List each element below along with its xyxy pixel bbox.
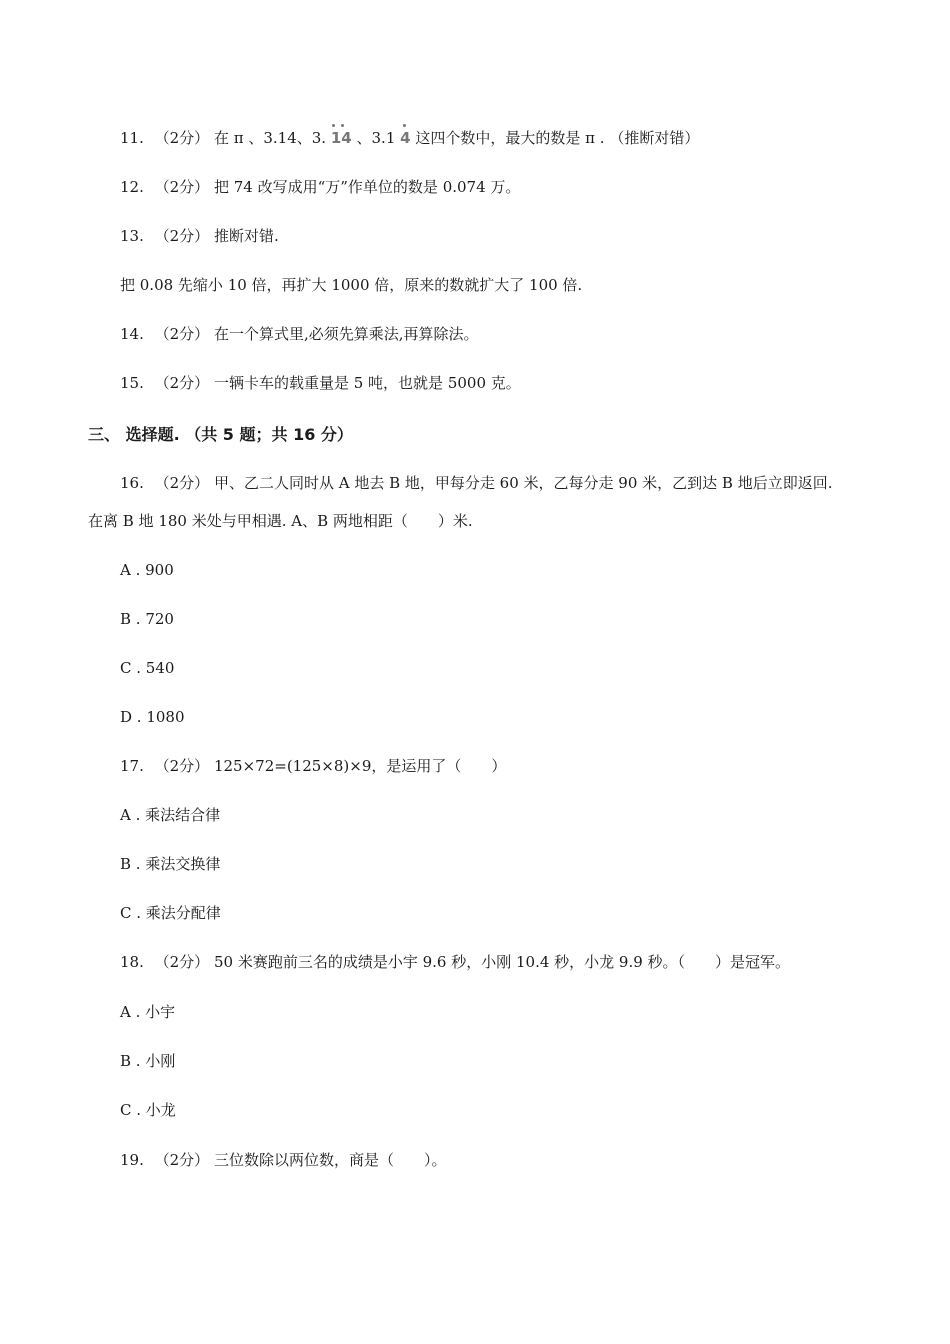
question-number: 13. <box>120 227 144 245</box>
option-a[interactable]: A . 900 <box>120 561 174 579</box>
question-text: 一辆卡车的载重量是 5 吨，也就是 5000 克。 <box>213 374 521 392</box>
section-heading: 三、 选择题. （共 5 题；共 16 分） <box>88 425 353 444</box>
question-score: （2分） <box>154 1151 210 1169</box>
question-score: （2分） <box>154 227 210 245</box>
question-number: 16. <box>120 474 144 492</box>
question-13-statement: 把 0.08 先缩小 10 倍，再扩大 1000 倍，原来的数就扩大了 100 倍. <box>120 276 583 294</box>
question-text: 在 π 、3.14、3. <box>213 129 327 147</box>
question-score: （2分） <box>154 953 210 971</box>
option-c[interactable]: C . 540 <box>120 659 175 677</box>
question-16-continued: 在离 B 地 180 米处与甲相遇. A、B 两地相距（ ）米. <box>88 512 473 530</box>
option-a[interactable]: A . 小宇 <box>120 1003 176 1021</box>
question-text: 在一个算式里,必须先算乘法,再算除法。 <box>213 325 479 343</box>
question-14 <box>120 324 479 344</box>
question-16 <box>120 473 832 493</box>
question-11 <box>120 128 699 148</box>
question-hint: （推断对错） <box>609 129 700 147</box>
question-score: （2分） <box>154 129 210 147</box>
option-c[interactable]: C . 小龙 <box>120 1101 176 1119</box>
option-b[interactable]: B . 720 <box>120 610 174 628</box>
repeating-decimal-4: 4 <box>400 128 410 148</box>
repeating-decimal-14: 14 <box>331 128 352 148</box>
question-12 <box>120 177 520 197</box>
question-number: 11. <box>120 129 144 147</box>
question-score: （2分） <box>154 178 210 196</box>
question-number: 14. <box>120 325 144 343</box>
question-text: 125×72=(125×8)×9，是运用了（ ） <box>213 757 507 775</box>
question-number: 12. <box>120 178 144 196</box>
question-19 <box>120 1150 446 1170</box>
question-text: 把 74 改写成用“万”作单位的数是 0.074 万。 <box>213 178 521 196</box>
question-score: （2分） <box>154 757 210 775</box>
question-score: （2分） <box>154 474 210 492</box>
question-text: 甲、乙二人同时从 A 地去 B 地，甲每分走 60 米，乙每分走 90 米，乙到达 B 地后立即返回. <box>213 474 833 492</box>
question-text: 推断对错. <box>213 227 279 245</box>
option-b[interactable]: B . 乘法交换律 <box>120 855 221 873</box>
question-score: （2分） <box>154 374 210 392</box>
question-score: （2分） <box>154 325 210 343</box>
question-number: 18. <box>120 953 144 971</box>
question-number: 19. <box>120 1151 144 1169</box>
option-d[interactable]: D . 1080 <box>120 708 185 726</box>
option-b[interactable]: B . 小刚 <box>120 1052 176 1070</box>
option-c[interactable]: C . 乘法分配律 <box>120 904 221 922</box>
question-number: 17. <box>120 757 144 775</box>
question-text: 50 米赛跑前三名的成绩是小宇 9.6 秒，小刚 10.4 秒，小龙 9.9 秒。（ ）是冠军。 <box>213 953 791 971</box>
question-17 <box>120 756 506 776</box>
question-13 <box>120 226 279 246</box>
question-number: 15. <box>120 374 144 392</box>
question-text: 这四个数中，最大的数是 π . <box>415 129 605 147</box>
question-text: 三位数除以两位数，商是（ ）。 <box>213 1151 447 1169</box>
question-text: 、3.1 <box>356 129 396 147</box>
question-15 <box>120 373 521 393</box>
option-a[interactable]: A . 乘法结合律 <box>120 806 221 824</box>
question-18 <box>120 952 790 972</box>
